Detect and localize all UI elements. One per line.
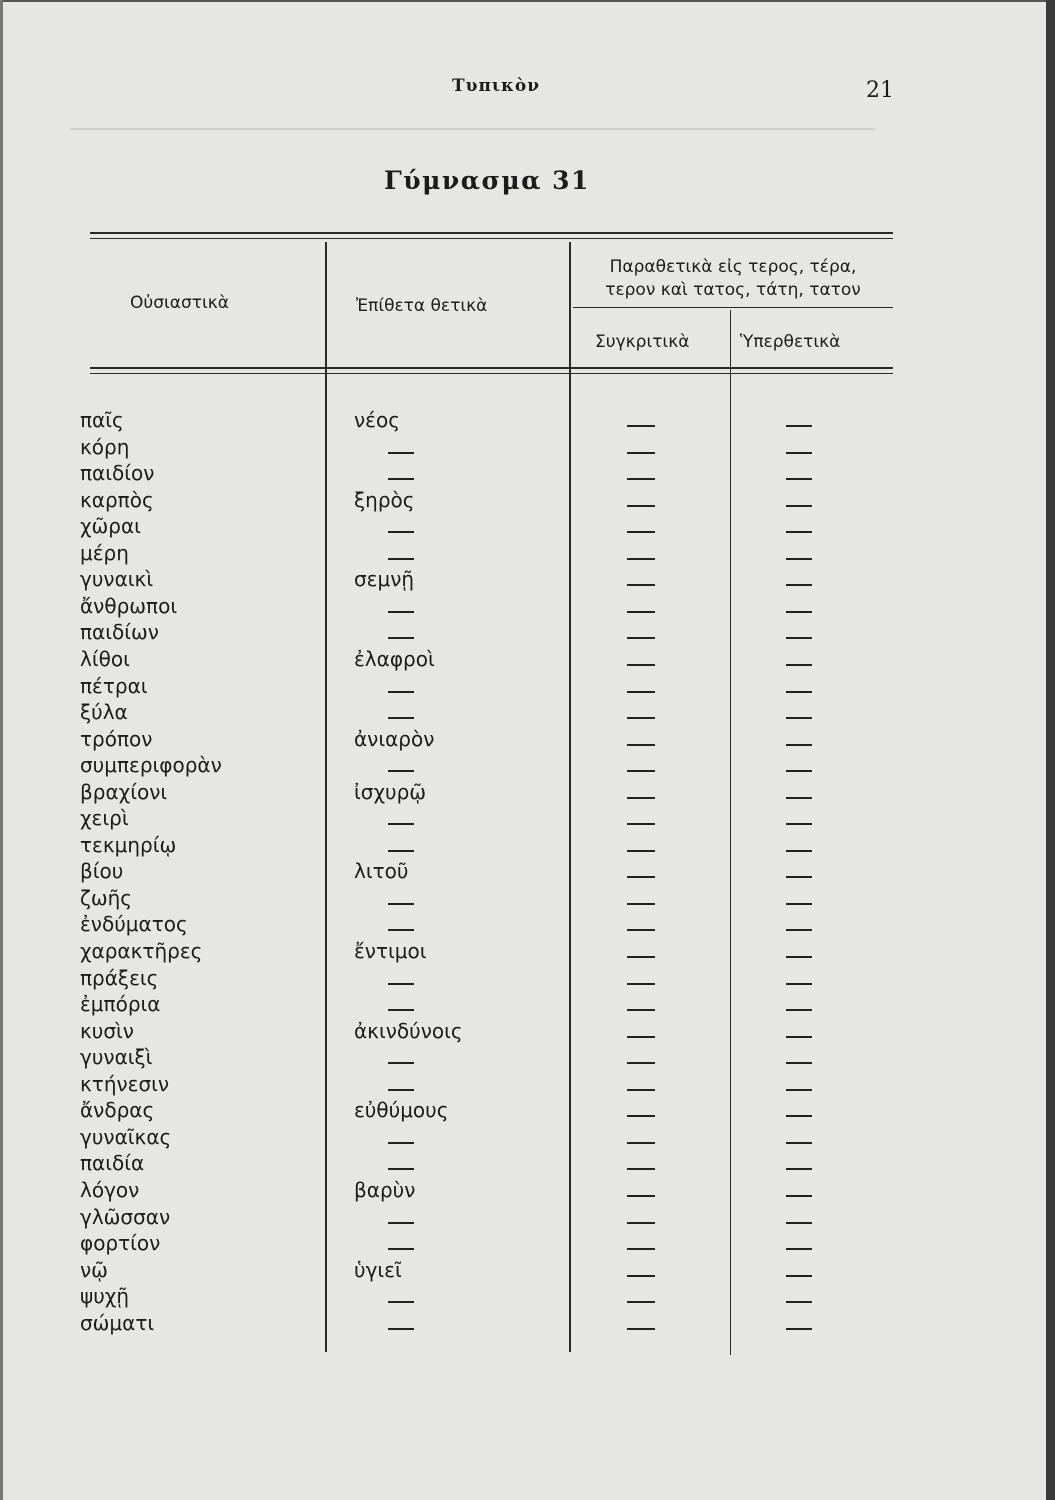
superlative-blank: [786, 664, 812, 666]
superlative-blank: [786, 956, 812, 958]
superlative-blank: [786, 717, 812, 719]
adjective-cell: νέος: [354, 408, 400, 432]
noun-cell: πέτραι: [80, 673, 148, 698]
comparative-blank: [627, 1115, 655, 1117]
noun-cell: καρπὸς: [80, 487, 154, 512]
superlative-blank: [786, 797, 812, 799]
superlative-blank: [786, 1195, 812, 1197]
noun-cell: παιδία: [80, 1151, 145, 1176]
comparative-blank: [627, 1328, 655, 1330]
noun-cell: κυσὶν: [80, 1018, 134, 1043]
comparative-blank: [627, 425, 655, 427]
superlative-blank: [786, 1115, 812, 1117]
adjective-blank: [388, 1009, 414, 1011]
header-bottom-rule-inner: [90, 373, 893, 374]
adjective-cell: ἔντιμοι: [354, 939, 427, 963]
adjective-cell: ξηρὸς: [354, 487, 415, 512]
adjective-blank: [388, 1301, 414, 1303]
adjective-blank: [388, 1328, 414, 1330]
adjective-cell: εὐθύμους: [354, 1098, 449, 1123]
header-comparative: Συγκριτικὰ: [595, 332, 690, 352]
table-top-rule: [90, 232, 893, 234]
superlative-blank: [786, 478, 812, 480]
table-top-rule-inner: [90, 238, 893, 239]
noun-cell: ἄνθρωποι: [80, 593, 178, 618]
adjective-blank: [388, 637, 414, 639]
scan-border-top: [0, 0, 1055, 2]
superlative-blank: [786, 823, 812, 825]
adjective-blank: [388, 717, 414, 719]
comparative-blank: [627, 1036, 655, 1038]
comparative-blank: [627, 1248, 655, 1250]
noun-cell: ἐνδύματος: [80, 912, 188, 937]
comparative-blank: [627, 1168, 655, 1170]
noun-cell: χειρὶ: [80, 806, 129, 831]
noun-cell: βίου: [80, 859, 124, 884]
comparative-blank: [627, 611, 655, 613]
adjective-blank: [388, 929, 414, 931]
adjective-blank: [388, 1142, 414, 1144]
noun-cell: γυναικὶ: [80, 567, 154, 592]
header-bottom-rule: [90, 367, 893, 369]
superlative-blank: [786, 850, 812, 852]
noun-cell: παιδίων: [80, 620, 159, 645]
superlative-blank: [786, 1275, 812, 1277]
comparative-blank: [627, 691, 655, 693]
adjective-blank: [388, 691, 414, 693]
comparative-blank: [627, 1275, 655, 1277]
comparative-blank: [627, 929, 655, 931]
adjective-blank: [388, 770, 414, 772]
superlative-blank: [786, 611, 812, 613]
superlative-blank: [786, 505, 812, 507]
comparative-blank: [627, 637, 655, 639]
superlative-blank: [786, 531, 812, 533]
column-divider-1: [325, 242, 327, 1352]
superlative-blank: [786, 425, 812, 427]
exercise-title: Γύμνασμα 31: [384, 166, 590, 195]
noun-cell: γυναῖκας: [80, 1124, 172, 1149]
adjective-blank: [388, 478, 414, 480]
noun-cell: παιδίον: [80, 461, 155, 486]
adjective-blank: [388, 823, 414, 825]
comparative-blank: [627, 478, 655, 480]
noun-cell: νῷ: [80, 1257, 108, 1282]
comparative-blank: [627, 664, 655, 666]
superlative-blank: [786, 691, 812, 693]
adjective-cell: ἐλαφροὶ: [354, 646, 435, 671]
superlative-blank: [786, 1142, 812, 1144]
noun-cell: τρόπον: [80, 726, 153, 751]
comparative-blank: [627, 558, 655, 560]
superlative-blank: [786, 929, 812, 931]
noun-cell: συμπεριφορὰν: [80, 753, 222, 778]
comparative-blank: [627, 1089, 655, 1091]
scan-border-right: [1046, 0, 1055, 1500]
adjective-blank: [388, 1248, 414, 1250]
comparative-blank: [627, 744, 655, 746]
adjective-blank: [388, 850, 414, 852]
header-degrees-rule: [573, 307, 893, 308]
adjective-blank: [388, 452, 414, 454]
noun-cell: φορτίον: [80, 1231, 161, 1256]
header-nouns: Οὐσιαστικὰ: [130, 293, 229, 313]
header-adjectives: Ἐπίθετα θετικὰ: [356, 296, 488, 316]
comparative-blank: [627, 505, 655, 507]
superlative-blank: [786, 558, 812, 560]
noun-cell: μέρη: [80, 540, 129, 565]
noun-cell: βραχίονι: [80, 779, 168, 804]
column-divider-3: [730, 310, 731, 1355]
noun-cell: πράξεις: [80, 965, 159, 990]
superlative-blank: [786, 983, 812, 985]
noun-cell: γλῶσσαν: [80, 1204, 171, 1229]
adjective-cell: βαρὺν: [354, 1177, 416, 1202]
superlative-blank: [786, 744, 812, 746]
noun-cell: ξύλα: [80, 700, 128, 725]
running-head: Τυπικὸν: [452, 76, 540, 96]
noun-cell: ἄνδρας: [80, 1098, 155, 1123]
noun-cell: τεκμηρίῳ: [80, 832, 177, 857]
noun-cell: κόρη: [80, 434, 130, 459]
superlative-blank: [786, 1222, 812, 1224]
superlative-blank: [786, 1009, 812, 1011]
superlative-blank: [786, 903, 812, 905]
noun-cell: σώματι: [80, 1310, 155, 1335]
superlative-blank: [786, 1248, 812, 1250]
superlative-blank: [786, 876, 812, 878]
superlative-blank: [786, 1328, 812, 1330]
superlative-blank: [786, 584, 812, 586]
noun-cell: ἐμπόρια: [80, 992, 161, 1017]
noun-cell: ζωῆς: [80, 885, 133, 910]
comparative-blank: [627, 531, 655, 533]
header-rule: [70, 128, 875, 130]
comparative-blank: [627, 983, 655, 985]
comparative-blank: [627, 584, 655, 586]
noun-cell: ψυχῇ: [80, 1284, 129, 1309]
noun-cell: γυναιξὶ: [80, 1045, 153, 1070]
noun-cell: λόγον: [80, 1177, 140, 1202]
superlative-blank: [786, 1089, 812, 1091]
comparative-blank: [627, 1195, 655, 1197]
noun-cell: παῖς: [80, 408, 124, 432]
adjective-blank: [388, 903, 414, 905]
noun-cell: κτήνεσιν: [80, 1071, 170, 1096]
comparative-blank: [627, 770, 655, 772]
adjective-cell: λιτοῦ: [354, 859, 409, 884]
comparative-blank: [627, 1009, 655, 1011]
header-superlative: Ὑπερθετικὰ: [740, 332, 841, 352]
comparative-blank: [627, 452, 655, 454]
comparative-blank: [627, 797, 655, 799]
adjective-cell: ἀνιαρὸν: [354, 726, 435, 751]
superlative-blank: [786, 1301, 812, 1303]
adjective-blank: [388, 1168, 414, 1170]
superlative-blank: [786, 1036, 812, 1038]
adjective-blank: [388, 531, 414, 533]
adjective-blank: [388, 1062, 414, 1064]
comparative-blank: [627, 823, 655, 825]
comparative-blank: [627, 850, 655, 852]
comparative-blank: [627, 1062, 655, 1064]
comparative-blank: [627, 1301, 655, 1303]
adjective-blank: [388, 558, 414, 560]
adjective-blank: [388, 1089, 414, 1091]
comparative-blank: [627, 903, 655, 905]
comparative-blank: [627, 956, 655, 958]
superlative-blank: [786, 637, 812, 639]
header-degrees-line2: τερον καὶ τατος, τάτη, τατον: [605, 280, 861, 300]
scan-border-left: [0, 0, 3, 1500]
adjective-blank: [388, 611, 414, 613]
page-number: 21: [866, 78, 894, 103]
noun-cell: χαρακτῆρες: [80, 939, 203, 963]
superlative-blank: [786, 1168, 812, 1170]
column-divider-2: [569, 242, 571, 1352]
comparative-blank: [627, 876, 655, 878]
comparative-blank: [627, 717, 655, 719]
adjective-blank: [388, 983, 414, 985]
header-degrees-line1: Παραθετικὰ εἰς τερος, τέρα,: [609, 257, 857, 277]
adjective-cell: σεμνῇ: [354, 567, 415, 592]
adjective-cell: ἰσχυρῷ: [354, 779, 427, 804]
comparative-blank: [627, 1142, 655, 1144]
superlative-blank: [786, 1062, 812, 1064]
superlative-blank: [786, 452, 812, 454]
superlative-blank: [786, 770, 812, 772]
noun-cell: λίθοι: [80, 646, 130, 671]
adjective-cell: ἀκινδύνοις: [354, 1018, 463, 1043]
comparative-blank: [627, 1222, 655, 1224]
noun-cell: χῶραι: [80, 514, 141, 539]
adjective-cell: ὑγιεῖ: [354, 1257, 402, 1282]
adjective-blank: [388, 1222, 414, 1224]
header-degrees: [573, 256, 893, 302]
